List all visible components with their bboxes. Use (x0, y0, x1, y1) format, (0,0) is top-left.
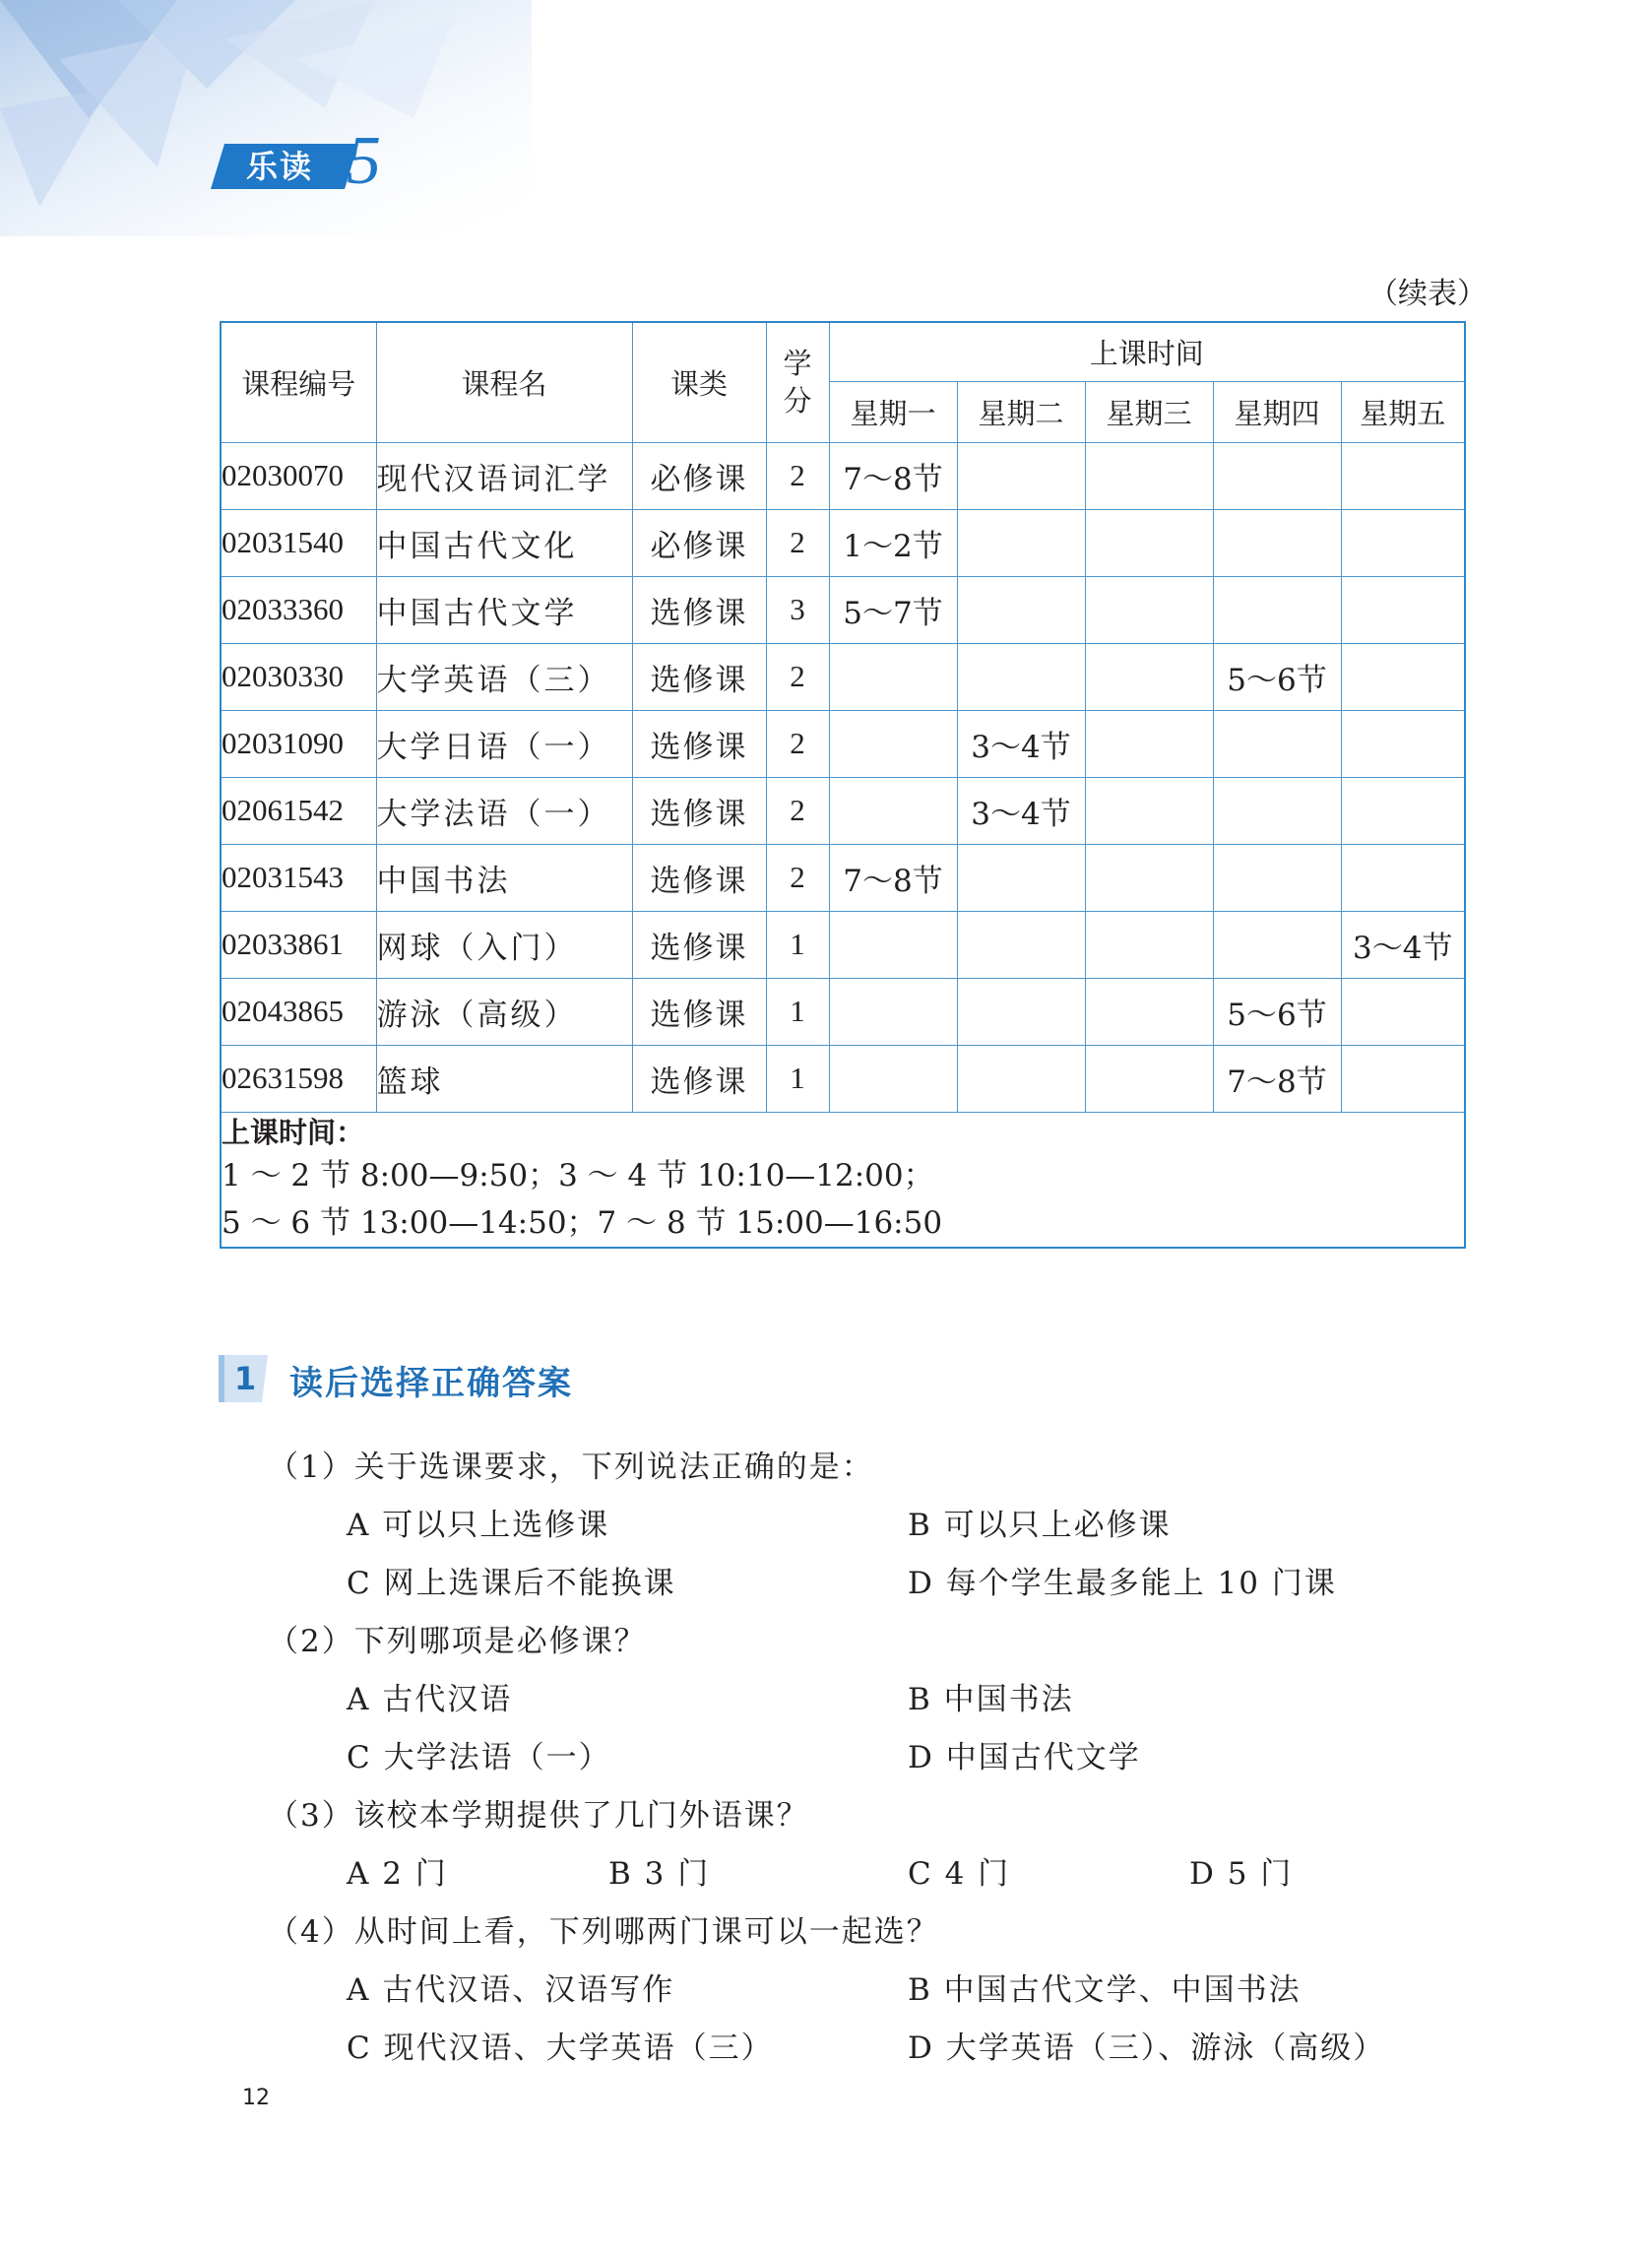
slot-monday (829, 777, 957, 844)
page-number: 12 (242, 2086, 270, 2110)
course-type: 选修课 (632, 978, 766, 1045)
course-credit: 3 (766, 576, 829, 643)
course-code: 02030070 (221, 442, 376, 509)
slot-tuesday (957, 442, 1085, 509)
course-type: 选修课 (632, 643, 766, 710)
table-row (221, 777, 1465, 844)
continued-table-label: （续表） (1368, 277, 1487, 311)
slot-wednesday (1085, 1045, 1213, 1112)
slot-wednesday (1085, 710, 1213, 777)
course-type: 选修课 (632, 844, 766, 911)
slot-thursday (1213, 509, 1341, 576)
table-row (221, 509, 1465, 576)
question-text: （3）该校本学期提供了几门外语课？ (268, 1798, 809, 1834)
course-name: 网球（入门） (376, 911, 632, 978)
slot-thursday (1213, 844, 1341, 911)
option-b: B 中国古代文学、中国书法 (908, 1972, 1302, 2008)
course-name: 中国书法 (376, 844, 632, 911)
course-name: 中国古代文化 (376, 509, 632, 576)
course-code: 02043865 (221, 978, 376, 1045)
slot-monday: 7～8节 (829, 442, 957, 509)
slot-wednesday (1085, 442, 1213, 509)
option-a: A 可以只上选修课 (347, 1508, 610, 1543)
option-d: D 5 门 (1189, 1856, 1294, 1892)
course-credit: 1 (766, 1045, 829, 1112)
slot-monday: 7～8节 (829, 844, 957, 911)
course-code: 02061542 (221, 777, 376, 844)
slot-monday (829, 911, 957, 978)
section-number: 1 (233, 1360, 257, 1397)
course-credit: 2 (766, 643, 829, 710)
course-type: 选修课 (632, 911, 766, 978)
slot-thursday: 5～6节 (1213, 978, 1341, 1045)
slot-monday: 1～2节 (829, 509, 957, 576)
course-name: 中国古代文学 (376, 576, 632, 643)
course-schedule-table (220, 321, 1466, 1249)
slot-wednesday (1085, 978, 1213, 1045)
question-text: （2）下列哪项是必修课？ (268, 1624, 647, 1659)
course-credit: 1 (766, 978, 829, 1045)
table-row (221, 442, 1465, 509)
slot-friday (1341, 710, 1465, 777)
header-credit (766, 322, 829, 442)
option-d: D 中国古代文学 (908, 1740, 1141, 1775)
slot-monday (829, 1045, 957, 1112)
section-title: 读后选择正确答案 (289, 1364, 573, 1403)
slot-thursday (1213, 710, 1341, 777)
question-text: （4）从时间上看，下列哪两门课可以一起选？ (268, 1914, 939, 1950)
option-b: B 中国书法 (908, 1682, 1074, 1717)
course-code: 02030330 (221, 643, 376, 710)
table-note-row (221, 1112, 1465, 1248)
slot-wednesday (1085, 911, 1213, 978)
course-code: 02031540 (221, 509, 376, 576)
option-a: A 古代汉语 (347, 1682, 513, 1717)
table-row (221, 576, 1465, 643)
question-text: （1）关于选课要求，下列说法正确的是： (268, 1450, 874, 1485)
slot-friday: 3～4节 (1341, 911, 1465, 978)
header-course-type: 课类 (632, 322, 766, 442)
slot-friday (1341, 844, 1465, 911)
course-type: 选修课 (632, 777, 766, 844)
course-name: 篮球 (376, 1045, 632, 1112)
course-code: 02033360 (221, 576, 376, 643)
option-b: B 可以只上必修课 (908, 1508, 1172, 1543)
slot-monday (829, 978, 957, 1045)
table-row (221, 844, 1465, 911)
header-thursday: 星期四 (1213, 381, 1341, 442)
course-type: 必修课 (632, 442, 766, 509)
slot-thursday (1213, 911, 1341, 978)
slot-friday (1341, 509, 1465, 576)
table-row (221, 978, 1465, 1045)
course-type: 必修课 (632, 509, 766, 576)
note-title: 上课时间： (222, 1115, 365, 1149)
option-c: C 4 门 (908, 1856, 1011, 1892)
slot-friday (1341, 1045, 1465, 1112)
table-row (221, 643, 1465, 710)
class-time-note (221, 1112, 1465, 1248)
corner-decoration (0, 0, 532, 236)
option-c: C 现代汉语、大学英语（三） (347, 2031, 774, 2066)
course-credit: 2 (766, 710, 829, 777)
slot-tuesday: 3～4节 (957, 777, 1085, 844)
lesson-number: 5 (347, 123, 381, 199)
header-tuesday: 星期二 (957, 381, 1085, 442)
slot-monday (829, 643, 957, 710)
course-code: 02631598 (221, 1045, 376, 1112)
note-line: 1 ～ 2 节 8:00—9:50；3 ～ 4 节 10:10—12:00； (222, 1157, 934, 1193)
option-d: D 每个学生最多能上 10 门课 (908, 1566, 1337, 1601)
header-wednesday: 星期三 (1085, 381, 1213, 442)
header-class-time: 上课时间 (829, 322, 1465, 381)
course-credit: 2 (766, 777, 829, 844)
slot-thursday: 7～8节 (1213, 1045, 1341, 1112)
header-course-code: 课程编号 (221, 322, 376, 442)
table-row (221, 911, 1465, 978)
header-friday: 星期五 (1341, 381, 1465, 442)
option-a: A 2 门 (347, 1856, 448, 1892)
course-name: 现代汉语词汇学 (376, 442, 632, 509)
option-c: C 大学法语（一） (347, 1740, 611, 1775)
slot-friday (1341, 576, 1465, 643)
slot-thursday (1213, 576, 1341, 643)
slot-wednesday (1085, 509, 1213, 576)
slot-wednesday (1085, 777, 1213, 844)
slot-friday (1341, 978, 1465, 1045)
slot-tuesday (957, 509, 1085, 576)
option-a: A 古代汉语、汉语写作 (347, 1972, 675, 2008)
course-credit: 2 (766, 442, 829, 509)
course-credit: 1 (766, 911, 829, 978)
course-name: 大学英语（三） (376, 643, 632, 710)
slot-tuesday (957, 844, 1085, 911)
course-credit: 2 (766, 844, 829, 911)
course-type: 选修课 (632, 710, 766, 777)
lesson-badge-label: 乐读 (245, 148, 313, 185)
slot-friday (1341, 777, 1465, 844)
slot-wednesday (1085, 844, 1213, 911)
option-c: C 网上选课后不能换课 (347, 1566, 676, 1601)
course-credit: 2 (766, 509, 829, 576)
course-code: 02031090 (221, 710, 376, 777)
slot-tuesday (957, 978, 1085, 1045)
slot-wednesday (1085, 576, 1213, 643)
header-monday: 星期一 (829, 381, 957, 442)
slot-thursday (1213, 777, 1341, 844)
table-row (221, 710, 1465, 777)
course-code: 02033861 (221, 911, 376, 978)
slot-monday: 5～7节 (829, 576, 957, 643)
course-code: 02031543 (221, 844, 376, 911)
option-d: D 大学英语（三）、游泳（高级） (908, 2031, 1386, 2066)
slot-thursday: 5～6节 (1213, 643, 1341, 710)
slot-tuesday (957, 911, 1085, 978)
slot-tuesday (957, 1045, 1085, 1112)
course-type: 选修课 (632, 576, 766, 643)
course-type: 选修课 (632, 1045, 766, 1112)
course-name: 大学法语（一） (376, 777, 632, 844)
slot-thursday (1213, 442, 1341, 509)
header-course-name: 课程名 (376, 322, 632, 442)
slot-friday (1341, 643, 1465, 710)
slot-tuesday (957, 576, 1085, 643)
header-credit-text: 学分 (783, 347, 812, 419)
slot-friday (1341, 442, 1465, 509)
note-line: 5 ～ 6 节 13:00—14:50；7 ～ 8 节 15:00—16:50 (222, 1204, 943, 1241)
slot-tuesday: 3～4节 (957, 710, 1085, 777)
slot-wednesday (1085, 643, 1213, 710)
slot-monday (829, 710, 957, 777)
option-b: B 3 门 (608, 1856, 711, 1892)
slot-tuesday (957, 643, 1085, 710)
table-row (221, 1045, 1465, 1112)
course-name: 大学日语（一） (376, 710, 632, 777)
course-name: 游泳（高级） (376, 978, 632, 1045)
